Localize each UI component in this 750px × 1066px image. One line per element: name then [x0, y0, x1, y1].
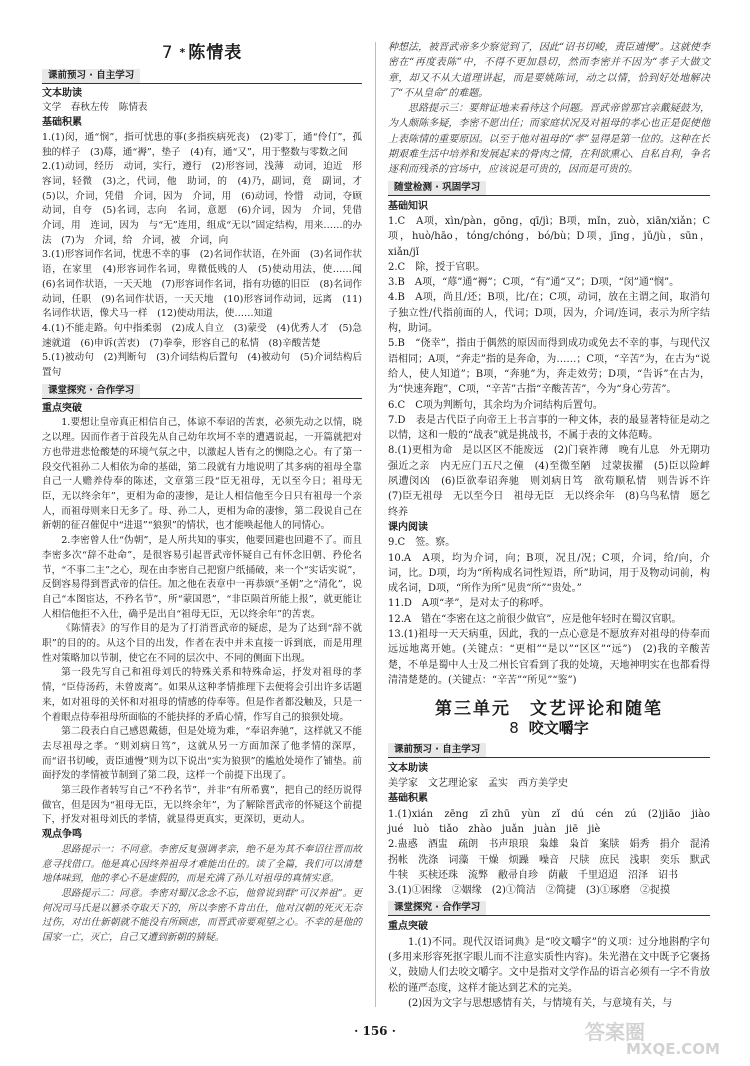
page-number: · 156 · [354, 1024, 396, 1038]
answer-a2: 2.C 除，授于官职。 [388, 261, 486, 273]
section-label: 课堂探究 · 合作学习 [388, 901, 486, 915]
paragraph-z6: 第三段作者转写自己“不矜名节”，并非“有所希冀”，把自己的经历说得做官，但是因为“祖母无臣，无以终余年”，为了解除晋武帝的怀疑这个前提下，抒发对祖母刘氏的孝情，就显得更真实，更深切，更动人。 [42, 785, 362, 826]
section-bar-explore-8 [388, 901, 710, 916]
answer-c1: 1.(1)xián zēng zī zhū yùn zǐ dú cén zú (2)jiāo jiào jué luò tiǎo zhào juǎn juàn jiē jiè [388, 808, 720, 835]
answer-a12: 12.A 错在“李密在这之前很少做官”，应是他年轻时在蜀汉官职。 [388, 613, 682, 625]
section-label: 课堂探究 · 合作学习 [42, 384, 140, 398]
lesson-7-title [42, 43, 362, 63]
section-label: 随堂检测 · 巩固学习 [388, 181, 486, 195]
answer-c2: 2.蛊惑 酒盅 疏朗 书声琅琅 枭雄 枭首 案牍 娟秀 捐介 混淆 拐帐 洗涤 词藻 干燥 烦躁 噪音 尺牍 庶民 浅职 奕乐 默武 牛犊 买椟还珠 流弊 敝帚自珍 荫蔽 千里迢迢 沼泽 诏书 [388, 839, 720, 881]
wenben-answer: 文学 春秋左传 陈情表 [42, 102, 148, 114]
section-bar-preview [42, 69, 362, 84]
answer-b3: 3.(1)形容词作名词，忧患不幸的事 (2)名词作状语，在外面 (3)名词作状语，在家里 (4)形容词作名词，卑微低贱的人 (5)使动用法，使……闻 (6)名词作状语，一天天地 (7)形容词作名词，指有功德的旧臣 (8)名词作动词，任职 (9)名词作状语，一天天地 (10)形容词作动词，远离 (11)名词作状语，像犬马一样 (12)使动用法，使……知道 [42, 249, 372, 320]
paragraph-d1: 1.(1)不同。现代汉语词典》是“咬文嚼字”的义项：过分地斟酌字句(多用来形容死抠字眼儿而不注意实质性内容)。朱光潜在文中既予它褒扬义，鼓励人们去咬文嚼字。文中是指对文学作品的语言必须有一字不肯放松的谨严态度，这样才能达到艺术的完美。 [388, 936, 710, 994]
answer-b5: 5.(1)被动句 (2)判断句 (3)介词结构后置句 (4)被动句 (5)介词结构后置句 [42, 352, 362, 379]
paragraph-r1: 思路提示三：要辩证地来看待这个问题。晋武帝曾那官亲戴疑鼓为，为人颇陈多疑，李密不愿出任；而家庭状况及对祖母的孝心也正是促使他上表陈情的重要原因。以至于他对祖母的“孝”显得是第一位的。这种在长期艰难生活中培养和发展起来的骨肉之情，在利欲熏心、自私自利，争名逐利而残杀的官场中，应该说是可贵的，因而是可贵的。 [388, 103, 710, 176]
section-label: 课前预习 · 自主学习 [388, 743, 486, 757]
heading-wenben: 文本助读 [42, 87, 82, 99]
answer-a4: 4.B A项，尚且/还；B项，比/在；C项，动词，放在主谓之间，取消句子独立性/代指前面的人，代词；D项，因为，介词/连词，表示为所字结构，助词。 [388, 292, 710, 335]
answer-c3: 3.(1)①困缘 ②姻缘 (2)①简洁 ②简捷 (3)①琢磨 ②捉摸 [388, 885, 671, 897]
unit-3-title: 第三单元 文艺评论和随笔 [435, 699, 663, 720]
paragraph-z4: 第一段先写自己和祖母刘氏的特殊关系和特殊命运，抒发对祖母的孝情，“臣侍汤药，未曾废离”。如果从这种孝情推理下去便将会引出许多话题来，如对祖母的关怀和对祖母的情感的侍奉等。但是作者都没触及，只是一个着眼点侍奉祖母所面临的不能抉择的矛盾心情，作写自己的狼狈处境。 [42, 667, 362, 723]
right-column [388, 40, 720, 1011]
heading-zhongdian: 重点突破 [42, 402, 82, 414]
section-bar-quiz [388, 181, 710, 196]
paragraph-g1: 思路提示一：不同意。李密反复强调孝亲，绝不是为其不奉诏往晋而故意寻找借口。他是真心因终养祖母才难能出仕的。读了全篇，我们可以清楚地体味到，他的孝心不是虚假的，而是充满了孙儿对祖母的真情实意。 [42, 843, 362, 885]
heading-wenben-8: 文本助读 [388, 762, 428, 774]
paragraph-g2: 思路提示二：同意。李密对蜀汉念念不忘，他曾说到群“可汉养祖”。更何况司马氏是以篡杀夺取天下的，所以李密不肯出仕，他对汉朝的死灭无奈过伤，对出仕新朝就不能没有所顾虑，而晋武帝要观望之心。不幸的是他的国家一亡，灭亡，自己又遭到新朝的猜疑。 [42, 887, 362, 944]
heading-jichu: 基础积累 [42, 117, 82, 129]
paragraph-z2: 2.李密曾人仕“伪朝”，是人所共知的事实，他要回避也回避不了。而且李密多次“辞不赴命”，是很容易引起晋武帝怀疑自己有怀念旧朝、矜伦名节，“不事二主”之心，现在由李密自己把窗户纸捅破，来一个“实话实说”，反倒容易得到晋武帝的信任。加之他在表章中一再恭颂“圣朝”之“清化”，说自己“本图宦达，不矜名节”，所“蒙国恩”，“非臣陨首所能上报”，就更能让人相信他拒不入仕，确乎是出自“祖母无臣，无以终余年”的苦衷。 [42, 535, 362, 620]
paragraph-z3: 《陈情表》的写作目的是为了打消晋武帝的疑虑，是为了达到“辞不就职”的目的的。从这个目的出发，作者在表中并未直接一诉到底，而是用理性对策略加以节制，使它在不同的层次中、不同的侧面下出现。 [42, 623, 362, 664]
section-bar-explore [42, 384, 362, 399]
optional-star-icon: * [179, 46, 187, 59]
watermark-logo: 答案圈 [585, 1020, 645, 1044]
section-bar-preview-8 [388, 743, 710, 758]
paragraph-z1: 1.要想让皇帝真正相信自己，体谅不奉诏的苦衷，必须先动之以情，晓之以理。因而作者于首段先从自己幼年坎坷不幸的遭遇说起，一开篇就把对方也带进悲怆酸楚的环境气氛之中，以激起人皆有之的恻隐之心。有了第一段交代祖孙二人相依为命的基础，第二段就有力地说明了其多病的祖母全靠自己一人赡养侍奉的陈述，文章第三段“臣无祖母，无以至今日；祖母无臣，无以终余年”，更相为命的凄惨，是让人相信他至今日只有祖母一个亲人，而祖母则来日无多了。母、孙二人，更相为命的凄惨，第二段说自己在新朝的征召催促中“进退”“狼狈”的情状，也才能唤起他人的同情心。 [42, 417, 362, 532]
watermark-url: MXQE.COM [626, 1040, 720, 1058]
lesson-8-title [388, 721, 710, 736]
answer-a5: 5.B “侥幸”，指由于偶然的原因而得到成功或免去不幸的事，与现代汉语相同；A项，“奔走”指的是奔命，为……；C项，“辛苦”为，在古为“说给人，使人知道”；B项，“奔驰”为，奔走效劳；D项，“告诉”在古为，为“快速奔跑”，C项，“辛苦”古指“辛酸苦苦”，今为“身心劳苦”。 [388, 338, 710, 396]
answer-b2: 2.(1)动词，经历 动词，实行，遵行 (2)形容词，浅薄 动词，迫近 形容词，轻微 (3)之，代词，他 助词，的 (4)乃，副词，竟 副词，才 (5)以，介词，凭借 介词，因为 介词，用 (6)动词，怜惜 动词，夺顾 动词，自夸 (5)名词，志向 名词，意愿 (6)介词，因为 介词，凭借 介词，用 连词，因为 与“无”连用，组成“无以”固定结构，用来……的办法 (7)为 介词，给 介词，被 介词，向 [42, 161, 372, 246]
lesson-7-number: 7 [161, 43, 174, 63]
wenben-answer-8: 美学家 文艺理论家 孟实 西方美学史 [388, 778, 568, 790]
paragraph-d2: (2)因为文字与思想感情有关，与情境有关，与意境有关，与 [408, 997, 673, 1009]
answer-a9: 9.C 签。察。 [388, 537, 456, 549]
heading-kenei: 课内阅读 [388, 521, 428, 533]
paragraph-z5: 第二段表白自己感恩戴德，但是处境为难，“奉诏奔驰”，这样就又不能去尽祖母之孝。“则刘病日笃”，这就从另一方面加深了他孝情的深厚，而“诏书切峻，责臣逋慢”则为以下说出“实为狼狈”的尴尬处境作了铺垫。前面抒发的孝情被节制到了第二段，这样一个前提下出现了。 [42, 726, 362, 782]
answer-a8: 8.(1)更相为命 是以区区不能废远 (2)门衰祚薄 晚有儿息 外无期功强近之亲 内无应门五尺之僮 (4)至微至陋 过蒙拔擢 (5)臣以险衅 夙遭闵凶 (6)臣欲奉诏奔驰 则刘病日笃 欲苟顺私情 则告诉不许 (7)臣无祖母 无以至今日 祖母无臣 无以终余年 (8)乌鸟私情 愿乞终养 [388, 445, 720, 518]
heading-jichu-zhishi: 基础知识 [388, 200, 428, 212]
column-divider [375, 42, 376, 1007]
paragraph-r0: 种想法，被晋武帝多少察觉到了，因此“诏书切峻，责臣逋慢”。这就使李密在“再度表陈”中，不得不更加恳切，然而李密并不因为“孝子大做文章，却又不从大道理讲起，而是要姚陈词，动之以情，恰到好处地解决了“不从皇命”的难题。 [388, 42, 710, 99]
answer-a10: 10.A A项，均为介词，向；B项，况且/况；C项，介词，给/向，介词，比。D项，均为“所构成名词性短语，所”助词，用于及物动词前，构成名词，D项，“所作为所”见贵“所”“贵处。” [388, 552, 710, 595]
answer-a6: 6.C C项为判断句，其余均为介词结构后置句。 [388, 399, 603, 411]
lesson-8-title-text: 咬文嚼字 [528, 719, 589, 738]
lesson-7-title-text: 陈情表 [188, 43, 243, 63]
left-column [42, 40, 372, 946]
answer-a13: 13.(1)祖母一天天病重，因此，我的一点心意是不愿放弃对祖母的侍奉而远远地离开她。(关键点：“更相”“是以”“区区”“远”) (2)我的辛酸苦楚，不单是蜀中人士及二州长官看到了我的处境，天地神明实在也都看得清清楚楚的。(关键点：“辛苦”“所见”“鉴”) [388, 628, 710, 686]
answer-a1: 1.C A项，xìn/pàn，gōng，qī/jì；B项，mǐn，zuò，xiān/xiǎn；C项，huò/hāo，tóng/chóng，bó/bù；D项，jīng，jǔ/jù，sūn，xiǎn/jǐ [388, 215, 710, 258]
answer-a11: 11.D A项“孝”，是对太子的称呼。 [388, 598, 550, 610]
answer-b1: 1.(1)闵，通“悯”，指可忧患的事(多指疾病死丧) (2)零丁，通“伶仃”，孤独的样子 (3)蓐，通“褥”，垫子 (4)有，通“又”，用于整数与零数之间 [42, 131, 362, 158]
answer-a7: 7.D 表是古代臣子向帝王上书言事的一种文体，表的最显著特征是动之以情，这和一般的“战表”就是挑战书，不属于表的文体范畴。 [388, 414, 710, 442]
heading-jichu-8: 基础积累 [388, 793, 428, 805]
heading-guandian: 观点争鸣 [42, 829, 82, 841]
answer-b4: 4.(1)不能走路。句中指柔弱 (2)成人自立 (3)蒙受 (4)优秀人才 (5)急速就道 (6)申诉(苦衷) (7)拳拳，形容自己的私情 (8)辛酸苦楚 [42, 322, 362, 349]
section-label: 课前预习 · 自主学习 [42, 69, 140, 83]
heading-zhongdian-8: 重点突破 [388, 921, 428, 933]
lesson-8-number: 8 [509, 719, 519, 738]
answer-a3: 3.B A项，“蓐”通“褥”；C项，“有”通“又”；D项，“闵”通“悯”。 [388, 277, 680, 289]
